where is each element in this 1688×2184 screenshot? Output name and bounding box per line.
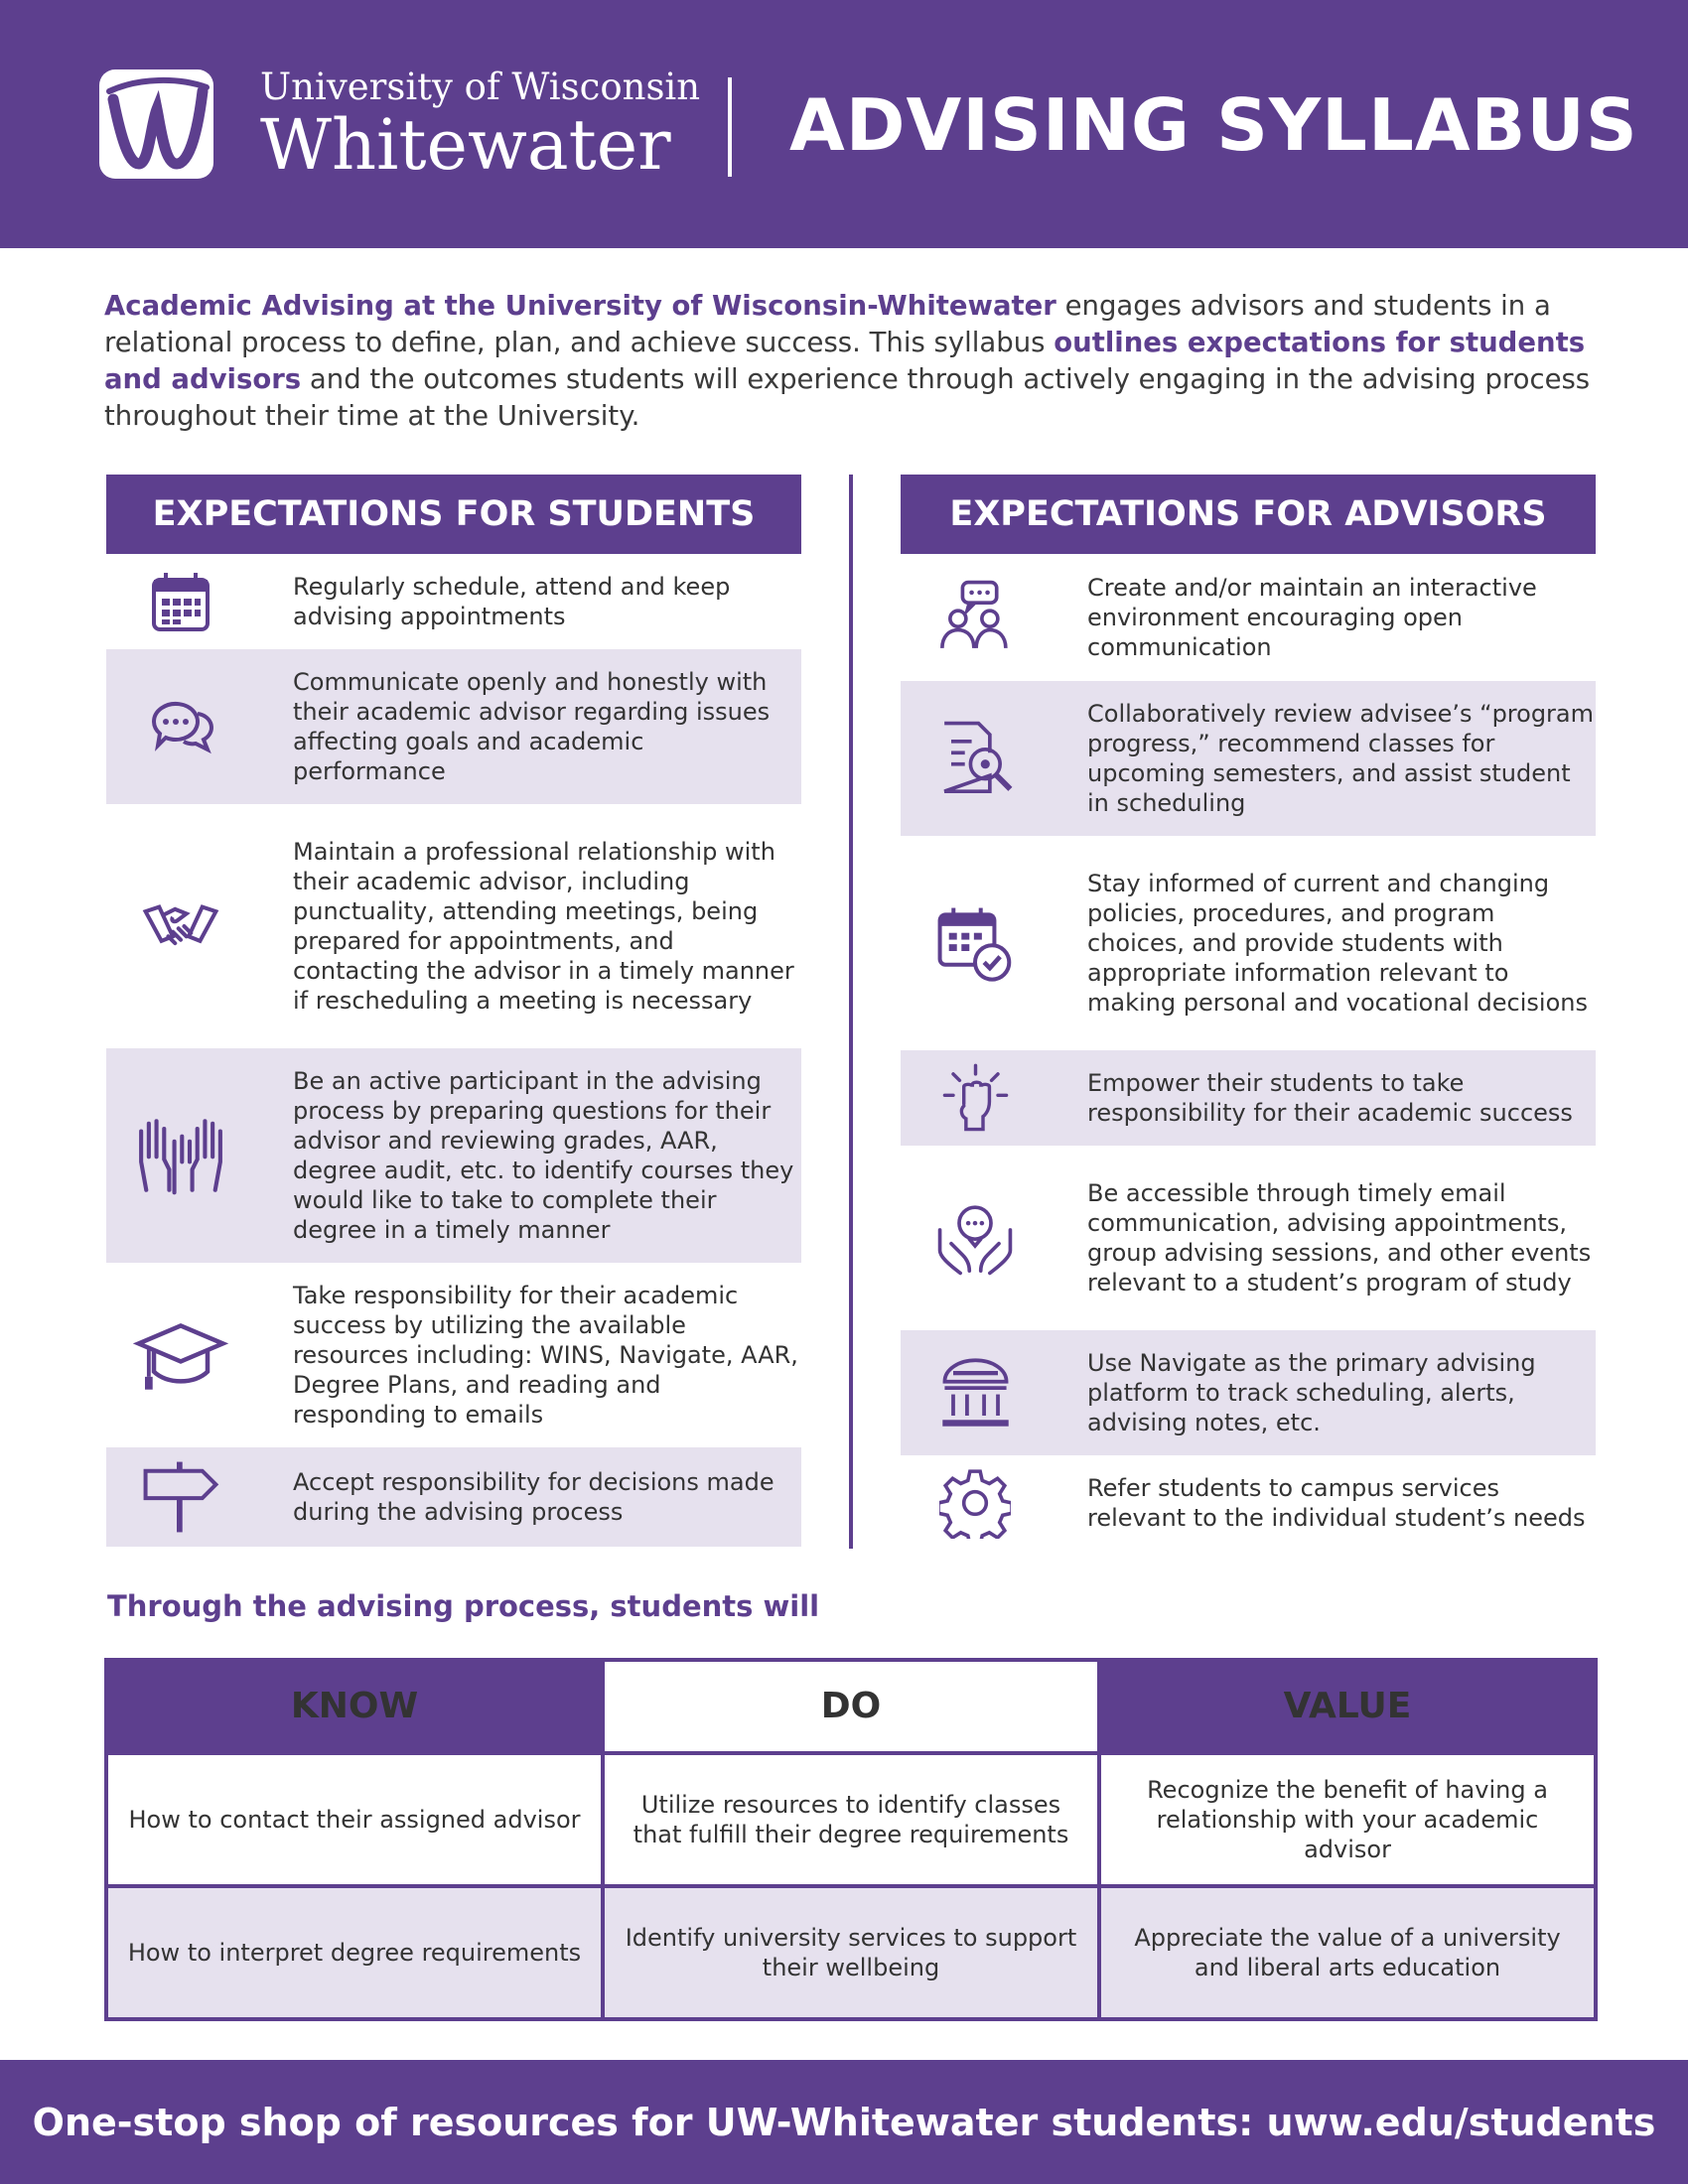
list-item-text: Create and/or maintain an interactive environment encouraging open communication bbox=[1087, 574, 1537, 661]
table-cell: Utilize resources to identify classes that fulfill their degree requirements bbox=[603, 1753, 1099, 1886]
calendar-check-icon bbox=[901, 903, 1050, 983]
intro-bold-1: Academic Advising at the University of Wisconsin-Whitewater bbox=[104, 290, 1056, 322]
institution-icon bbox=[901, 1356, 1050, 1431]
university-name-line1: University of Wisconsin bbox=[260, 66, 701, 108]
list-item-text: Stay informed of current and changing policies, procedures, and program choices, and provide students with appropriate information relevant to making personal and vocational decisions bbox=[1087, 870, 1588, 1017]
signpost-icon bbox=[106, 1457, 255, 1537]
column-header-value: VALUE bbox=[1099, 1660, 1596, 1753]
list-item bbox=[106, 806, 801, 1046]
list-item bbox=[106, 649, 801, 804]
list-item bbox=[901, 681, 1596, 836]
calendar-icon bbox=[106, 567, 255, 636]
table-cell: Recognize the benefit of having a relationship with your academic advisor bbox=[1099, 1753, 1596, 1886]
list-item-text: Refer students to campus services relevant to the individual student’s needs bbox=[1087, 1474, 1586, 1532]
raised-fist-icon bbox=[901, 1061, 1050, 1136]
table-cell: Identify university services to support their wellbeing bbox=[603, 1886, 1099, 2019]
handshake-icon bbox=[106, 887, 255, 966]
list-item-text: Take responsibility for their academic success by utilizing the available resources including: WINS, Navigate, AAR, Degree Plans, and reading and responding to emails bbox=[293, 1282, 798, 1429]
advisors-heading: EXPECTATIONS FOR ADVISORS bbox=[901, 475, 1596, 554]
table-cell: Appreciate the value of a university and liberal arts education bbox=[1099, 1886, 1596, 2019]
intro-text-1: engages advisors and students in a relational process to define, plan, and achieve success. This syllabus bbox=[104, 290, 1551, 358]
column-divider bbox=[849, 475, 853, 1549]
gear-icon bbox=[901, 1467, 1050, 1539]
list-item-text: Be accessible through timely email communication, advising appointments, group advising sessions, and other events relevant to a student’s program of study bbox=[1087, 1179, 1592, 1297]
hands-support-icon bbox=[901, 1198, 1050, 1278]
header-divider bbox=[728, 77, 732, 177]
raised-hands-icon bbox=[106, 1111, 255, 1200]
list-item-text: Regularly schedule, attend and keep advising appointments bbox=[293, 573, 731, 630]
list-item bbox=[106, 1265, 801, 1445]
outcomes-heading: Through the advising process, students will bbox=[107, 1589, 820, 1623]
page-title: ADVISING SYLLABUS bbox=[789, 83, 1638, 167]
uw-whitewater-logo-icon bbox=[99, 69, 213, 179]
list-item bbox=[901, 1050, 1596, 1146]
table-row bbox=[106, 1753, 1596, 1886]
intro-text-2: and the outcomes students will experience through actively engaging in the advising process throughout their time at the University. bbox=[104, 363, 1591, 432]
list-item bbox=[901, 838, 1596, 1048]
list-item-text: Maintain a professional relationship with their academic advisor, including punctuality, attending meetings, being prepared for appointments, and contacting the advisor in a timely manner if rescheduling a meeting is necessary bbox=[293, 838, 794, 1015]
list-item bbox=[901, 1457, 1596, 1549]
list-item bbox=[106, 556, 801, 647]
people-conversation-icon bbox=[901, 578, 1050, 657]
list-item-text: Collaboratively review advisee’s “program progress,” recommend classes for upcoming semesters, and assist student in scheduling bbox=[1087, 700, 1595, 817]
outcomes-table bbox=[104, 1658, 1598, 2021]
list-item-text: Use Navigate as the primary advising platform to track scheduling, alerts, advising notes, etc. bbox=[1087, 1349, 1536, 1436]
table-cell: How to interpret degree requirements bbox=[106, 1886, 603, 2019]
list-item bbox=[106, 1447, 801, 1547]
list-item bbox=[901, 556, 1596, 679]
header-banner bbox=[0, 0, 1688, 248]
list-item bbox=[106, 1048, 801, 1263]
footer-banner bbox=[0, 2060, 1688, 2184]
list-item-text: Communicate openly and honestly with their academic advisor regarding issues affecting goals and academic performance bbox=[293, 668, 771, 785]
list-item-text: Empower their students to take responsibility for their academic success bbox=[1087, 1069, 1573, 1127]
table-row bbox=[106, 1886, 1596, 2019]
graduation-cap-icon bbox=[106, 1310, 255, 1400]
column-header-do: DO bbox=[603, 1660, 1099, 1753]
university-name-line2: Whitewater bbox=[260, 104, 671, 186]
list-item-text: Accept responsibility for decisions made during the advising process bbox=[293, 1468, 774, 1526]
intro-bold-2: outlines expectations for students and advisors bbox=[104, 327, 1586, 395]
document-search-icon bbox=[901, 719, 1050, 798]
intro-paragraph bbox=[104, 288, 1594, 435]
list-item bbox=[901, 1148, 1596, 1328]
table-cell: How to contact their assigned advisor bbox=[106, 1753, 603, 1886]
list-item-text: Be an active participant in the advising process by preparing questions for their advisor and reviewing grades, AAR, degree audit, etc. to identify courses they would like to take to complete their degree in a timely manner bbox=[293, 1067, 794, 1244]
students-heading: EXPECTATIONS FOR STUDENTS bbox=[106, 475, 801, 554]
chat-bubbles-icon bbox=[106, 692, 255, 761]
footer-text: One-stop shop of resources for UW-Whitewater students: uww.edu/students bbox=[32, 2100, 1656, 2144]
list-item bbox=[901, 1330, 1596, 1455]
column-header-know: KNOW bbox=[106, 1660, 603, 1753]
